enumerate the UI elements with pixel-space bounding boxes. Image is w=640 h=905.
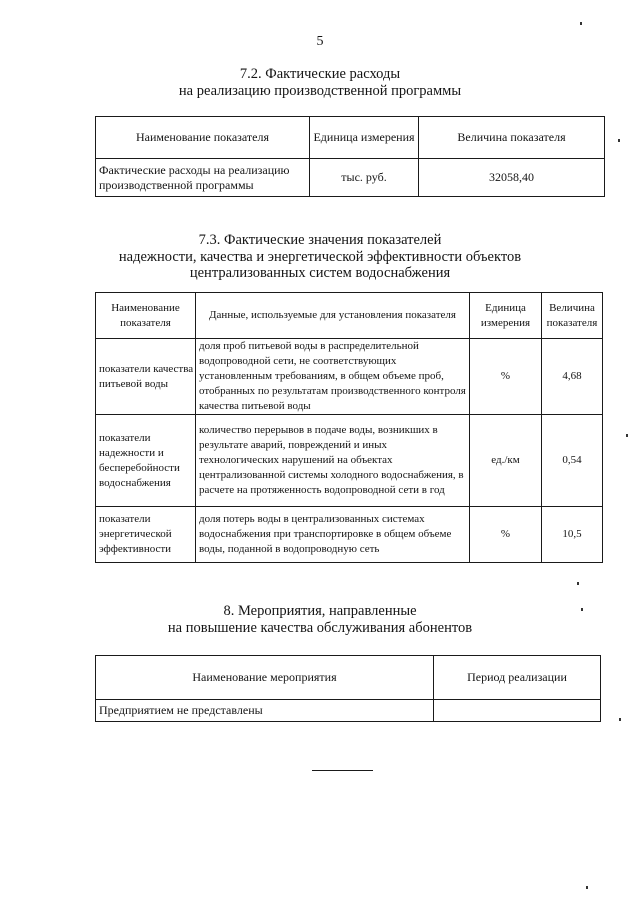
actual-expenses-table [95,116,605,197]
scan-speck [577,582,579,585]
table-header-row [96,117,605,159]
table-header-row [96,293,603,339]
column-header: Наименование показателя [96,117,310,159]
indicator-name: показатели качества питьевой воды [96,339,196,415]
column-header: Величина показателя [542,293,603,339]
scan-speck [619,718,621,721]
scan-speck [618,139,620,142]
heading-line: на реализацию производственной программы [178,82,462,99]
indicator-data: доля проб питьевой воды в распределительной водопроводной сети, не соответствующих установленным требованиям, в общем объеме проб, отобранных по результатам производственного контроля качества питьевой воды [196,339,470,415]
column-header: Период реализации [434,656,601,700]
table-header-row [96,656,601,700]
period-cell [434,700,601,722]
column-header: Наименование показателя [96,293,196,339]
unit-cell: тыс. руб. [310,159,419,197]
indicator-data: количество перерывов в подаче воды, возникших в результате аварий, повреждений и иных технологических нарушений на объектах централизованной системы холодного водоснабжения, в расчете на протяженность водопроводной сети в год [196,415,470,507]
unit-cell: % [470,339,542,415]
value-cell: 32058,40 [419,159,605,197]
value-cell: 4,68 [542,339,603,415]
indicator-name: показатели энергетической эффективности [96,507,196,563]
heading-line: на повышение качества обслуживания абонентов [167,619,473,636]
table-row [96,339,603,415]
measures-table [95,655,601,722]
unit-cell: % [470,507,542,563]
table-row [96,507,603,563]
section-7-2-heading [0,66,640,99]
value-cell: 10,5 [542,507,603,563]
column-header: Данные, используемые для установления показателя [196,293,470,339]
table-row [96,700,601,722]
column-header: Величина показателя [419,117,605,159]
table-row [96,415,603,507]
indicator-name: показатели надежности и бесперебойности водоснабжения [96,415,196,507]
indicator-name: Фактические расходы на реализацию производственной программы [96,159,310,197]
heading-line: 7.3. Фактические значения показателей [198,232,442,248]
unit-cell: ед./км [470,415,542,507]
heading-line: 8. Мероприятия, направленные [223,603,417,619]
table-row [96,159,605,197]
column-header: Единица измерения [470,293,542,339]
scan-speck [581,608,583,611]
column-header: Единица измерения [310,117,419,159]
scan-speck [580,22,582,25]
scan-speck [586,886,588,889]
indicator-data: доля потерь воды в централизованных системах водоснабжения при транспортировке в общем объеме воды, поданной в водопроводную сеть [196,507,470,563]
scan-speck [626,434,628,437]
heading-line: 7.2. Фактические расходы [239,66,401,82]
heading-line: надежности, качества и энергетической эффективности объектов [118,248,522,265]
section-8-heading [0,603,640,636]
page-number: 5 [316,34,324,49]
heading-line: централизованных систем водоснабжения [189,265,451,281]
measure-name: Предприятием не представлены [96,700,434,722]
column-header: Наименование мероприятия [96,656,434,700]
section-7-3-heading [0,232,640,282]
indicators-table [95,292,603,563]
closing-rule [312,770,373,771]
value-cell: 0,54 [542,415,603,507]
